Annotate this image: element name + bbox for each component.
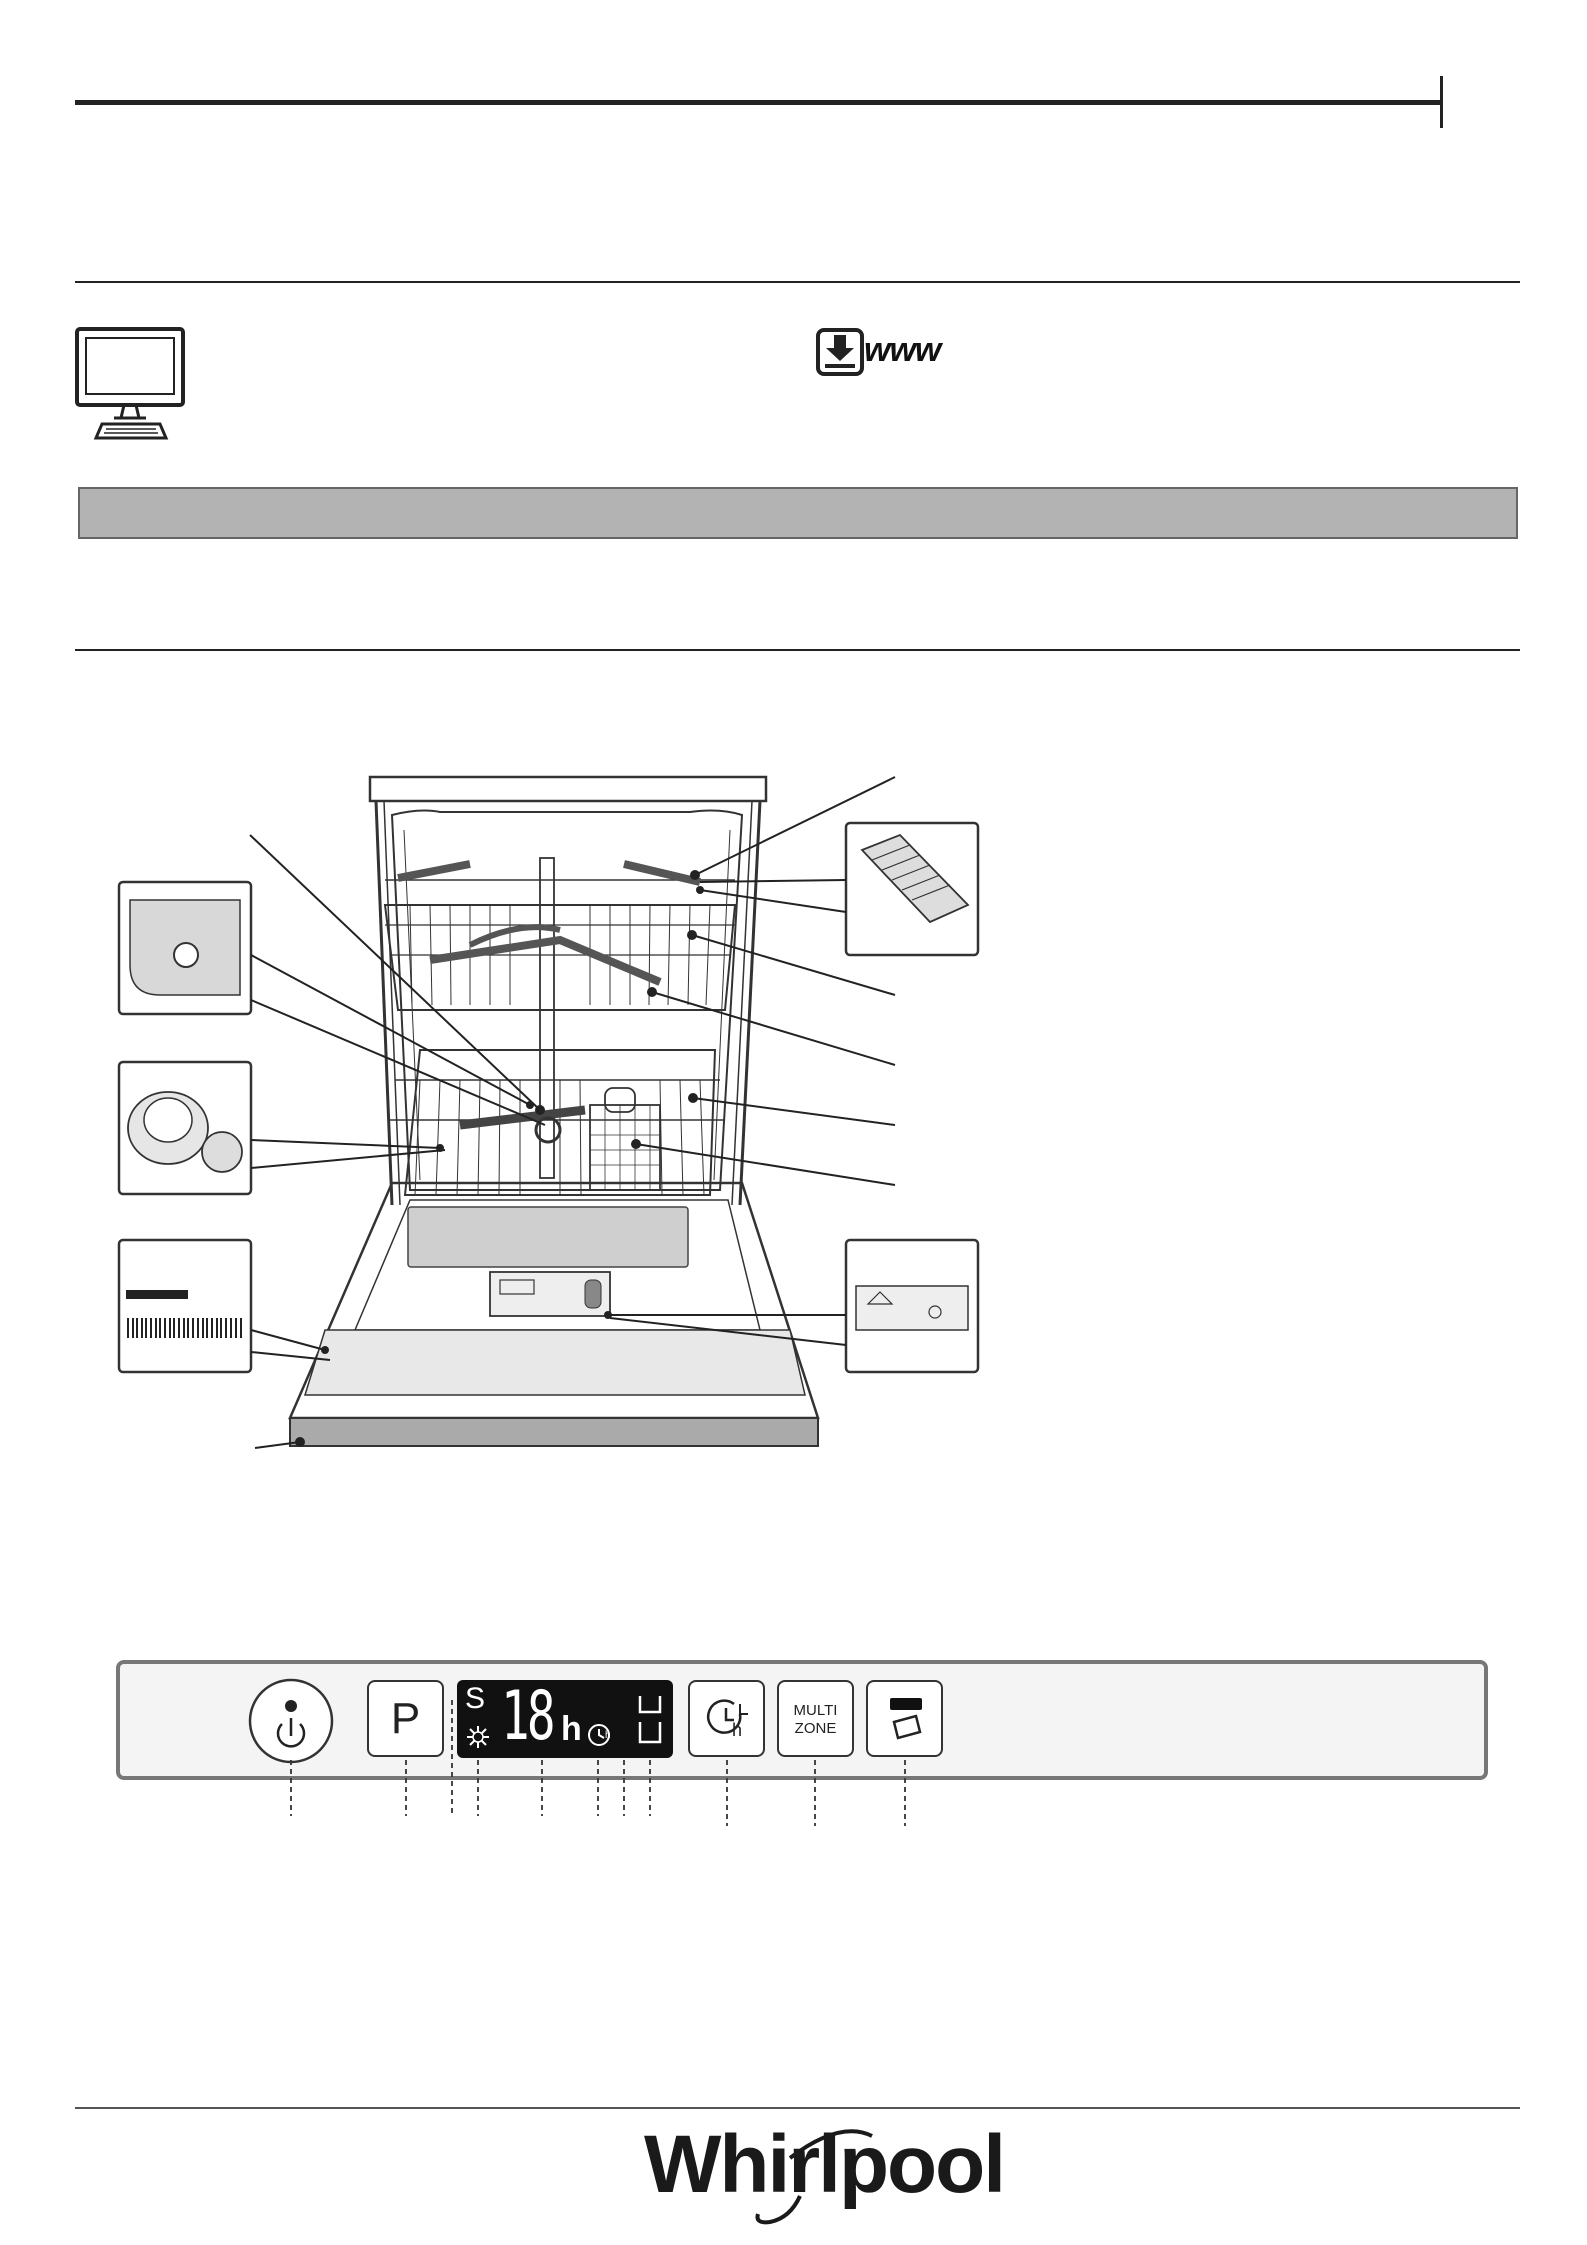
program-button-label: P: [390, 1693, 421, 1743]
rinse-aid-sun-icon: [465, 1724, 491, 1750]
multizone-line2: ZONE: [794, 1720, 837, 1737]
bottom-rule: [75, 2107, 1520, 2109]
power-button[interactable]: [248, 1678, 334, 1764]
brand-logo-text: Whirlpool: [644, 2119, 1005, 2210]
delay-indicator-label: h: [605, 1730, 611, 1741]
delay-button[interactable]: [688, 1680, 765, 1757]
delay-button-label: h: [732, 1720, 743, 1740]
panel-leader-lines: [0, 1760, 1000, 1830]
download-www-icon: [816, 328, 941, 378]
multizone-button[interactable]: [777, 1680, 854, 1757]
whirlpool-logo: [640, 2118, 1005, 2228]
power-icon: [248, 1678, 334, 1764]
hours-unit: h: [561, 1710, 582, 1748]
multizone-line1: MULTI: [793, 1702, 838, 1719]
tablet-button[interactable]: [866, 1680, 943, 1757]
display-panel: [457, 1677, 673, 1758]
computer-monitor-icon: [74, 326, 188, 441]
tablet-icon: [886, 1696, 926, 1744]
top-rule-end-tick: [1440, 76, 1443, 128]
delay-clock-icon: [704, 1696, 750, 1742]
salt-indicator: S: [465, 1682, 486, 1715]
section-rule-1: [75, 281, 1520, 283]
download-www-label: www: [864, 331, 941, 369]
program-button[interactable]: [367, 1680, 444, 1757]
salt-bracket-icon: [635, 1692, 665, 1748]
top-rule: [75, 100, 1443, 105]
display-digits: 18: [501, 1677, 553, 1756]
section-rule-2: [75, 649, 1520, 651]
section-header-bar: [78, 487, 1518, 539]
